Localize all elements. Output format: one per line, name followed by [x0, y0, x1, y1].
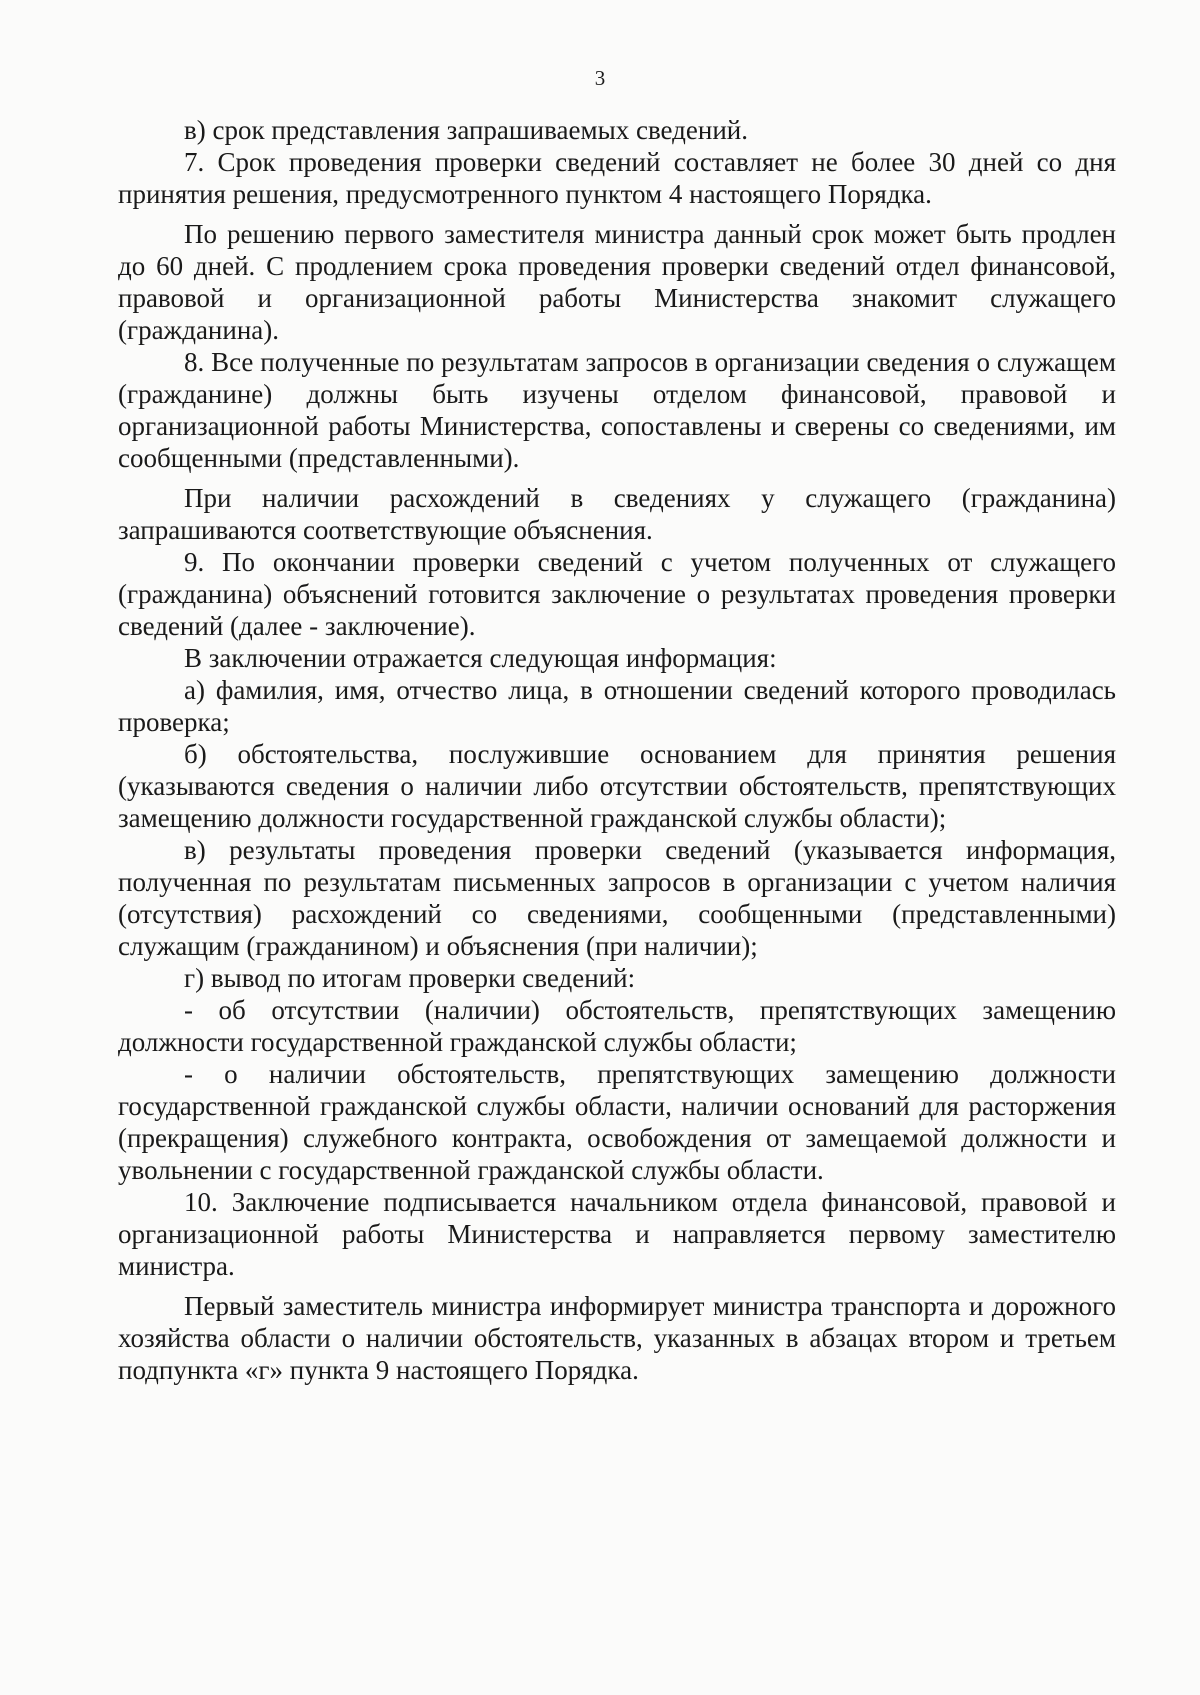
paragraph-clause-8: 8. Все полученные по результатам запросов в организации сведения о служащем (гражданине) должны быть изучены отделом финансовой, правовой и организационной работы Министерства, сопоставлены и сверены со сведениями, им сообщенными (представленными).: [118, 347, 1116, 473]
paragraph-conclusion-info: В заключении отражается следующая информация:: [184, 643, 777, 673]
paragraph-clause-7: 7. Срок проведения проверки сведений составляет не более 30 дней со дня принятия решения, предусмотренного пунктом 4 настоящего Порядка.: [118, 147, 1116, 209]
paragraph-first-deputy: Первый заместитель министра информирует министра транспорта и дорожного хозяйства области о наличии обстоятельств, указанных в абзацах втором и третьем подпункта «г» пункта 9 настоящего Порядка.: [118, 1291, 1116, 1385]
paragraph-item-b: б) обстоятельства, послужившие основанием для принятия решения (указываются сведения о наличии либо отсутствии обстоятельств, препятствующих замещению должности государственной гражданской службы области);: [118, 739, 1116, 833]
paragraph-dash-presence: - о наличии обстоятельств, препятствующих замещению должности государственной гражданской службы области, наличии оснований для расторжения (прекращения) служебного контракта, освобождения от замещаемой должности и увольнении с государственной гражданской службы области.: [118, 1059, 1116, 1185]
paragraph-clause-10: 10. Заключение подписывается начальником отдела финансовой, правовой и организационной работы Министерства и направляется первому заместителю министра.: [118, 1187, 1116, 1281]
paragraph-clause-9: 9. По окончании проверки сведений с учетом полученных от служащего (гражданина) объяснений готовится заключение о результатах проведения проверки сведений (далее - заключение).: [118, 547, 1116, 641]
paragraph-item-g: г) вывод по итогам проверки сведений:: [184, 963, 636, 993]
paragraph-discrepancies: При наличии расхождений в сведениях у служащего (гражданина) запрашиваются соответствующие объяснения.: [118, 483, 1116, 545]
document-body: [118, 114, 1116, 1386]
paragraph-dash-absence: - об отсутствии (наличии) обстоятельств, препятствующих замещению должности государственной гражданской службы области;: [118, 995, 1116, 1057]
paragraph-item-v-results: в) результаты проведения проверки сведений (указывается информация, полученная по результатам письменных запросов в организации с учетом наличия (отсутствия) расхождений со сведениями, сообщенными (представленными) служащим (гражданином) и объяснения (при наличии);: [118, 835, 1116, 961]
page-number: 3: [594, 66, 606, 90]
paragraph-item-a: а) фамилия, имя, отчество лица, в отношении сведений которого проводилась проверка;: [118, 675, 1116, 737]
paragraph-item-v-deadline: в) срок представления запрашиваемых сведений.: [184, 115, 748, 145]
paragraph-extension: По решению первого заместителя министра данный срок может быть продлен до 60 дней. С продлением срока проведения проверки сведений отдел финансовой, правовой и организационной работы Министерства знакомит служащего (гражданина).: [118, 219, 1116, 345]
